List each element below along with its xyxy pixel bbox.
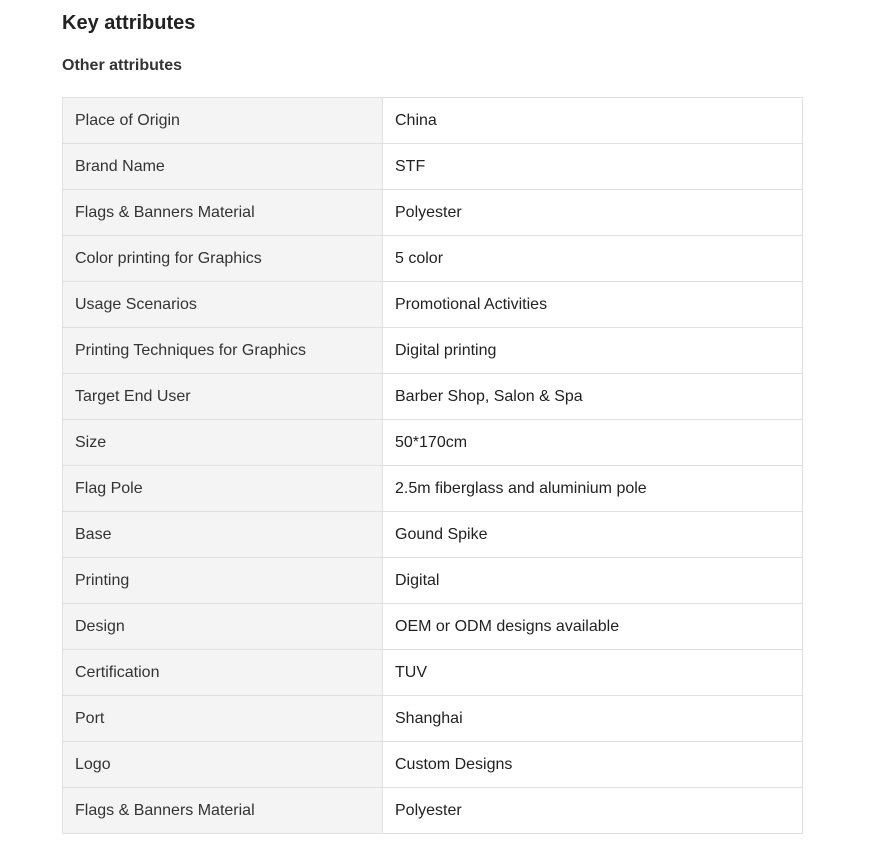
- attribute-key: Certification: [63, 650, 383, 696]
- table-row: [63, 374, 803, 420]
- attribute-value: Gound Spike: [383, 512, 803, 558]
- attribute-key: Port: [63, 696, 383, 742]
- table-row: [63, 696, 803, 742]
- table-row: [63, 788, 803, 834]
- attribute-value: Digital printing: [383, 328, 803, 374]
- attribute-key: Usage Scenarios: [63, 282, 383, 328]
- table-row: [63, 604, 803, 650]
- attribute-key: Color printing for Graphics: [63, 236, 383, 282]
- attribute-key: Design: [63, 604, 383, 650]
- attribute-value: Digital: [383, 558, 803, 604]
- table-row: [63, 420, 803, 466]
- attribute-key: Size: [63, 420, 383, 466]
- section-title: Key attributes: [62, 12, 196, 34]
- attribute-value: Promotional Activities: [383, 282, 803, 328]
- attribute-key: Flag Pole: [63, 466, 383, 512]
- table-row: [63, 98, 803, 144]
- table-row: [63, 512, 803, 558]
- attribute-key: Flags & Banners Material: [63, 190, 383, 236]
- table-row: [63, 742, 803, 788]
- table-row: [63, 650, 803, 696]
- attribute-value: STF: [383, 144, 803, 190]
- attribute-value: 50*170cm: [383, 420, 803, 466]
- subsection-title: Other attributes: [62, 57, 183, 74]
- attribute-value: TUV: [383, 650, 803, 696]
- attribute-value: OEM or ODM designs available: [383, 604, 803, 650]
- attribute-value: China: [383, 98, 803, 144]
- attribute-key: Printing: [63, 558, 383, 604]
- table-row: [63, 328, 803, 374]
- attribute-key: Flags & Banners Material: [63, 788, 383, 834]
- attribute-key: Brand Name: [63, 144, 383, 190]
- table-row: [63, 236, 803, 282]
- attribute-value: 2.5m fiberglass and aluminium pole: [383, 466, 803, 512]
- attribute-value: Shanghai: [383, 696, 803, 742]
- attribute-key: Base: [63, 512, 383, 558]
- table-row: [63, 466, 803, 512]
- attribute-key: Target End User: [63, 374, 383, 420]
- table-row: [63, 558, 803, 604]
- attribute-key: Printing Techniques for Graphics: [63, 328, 383, 374]
- attribute-key: Place of Origin: [63, 98, 383, 144]
- attribute-value: Barber Shop, Salon & Spa: [383, 374, 803, 420]
- attributes-table: [62, 97, 803, 834]
- table-row: [63, 190, 803, 236]
- attribute-key: Logo: [63, 742, 383, 788]
- attribute-value: Polyester: [383, 788, 803, 834]
- table-row: [63, 282, 803, 328]
- attribute-value: 5 color: [383, 236, 803, 282]
- table-row: [63, 144, 803, 190]
- attribute-value: Custom Designs: [383, 742, 803, 788]
- attribute-value: Polyester: [383, 190, 803, 236]
